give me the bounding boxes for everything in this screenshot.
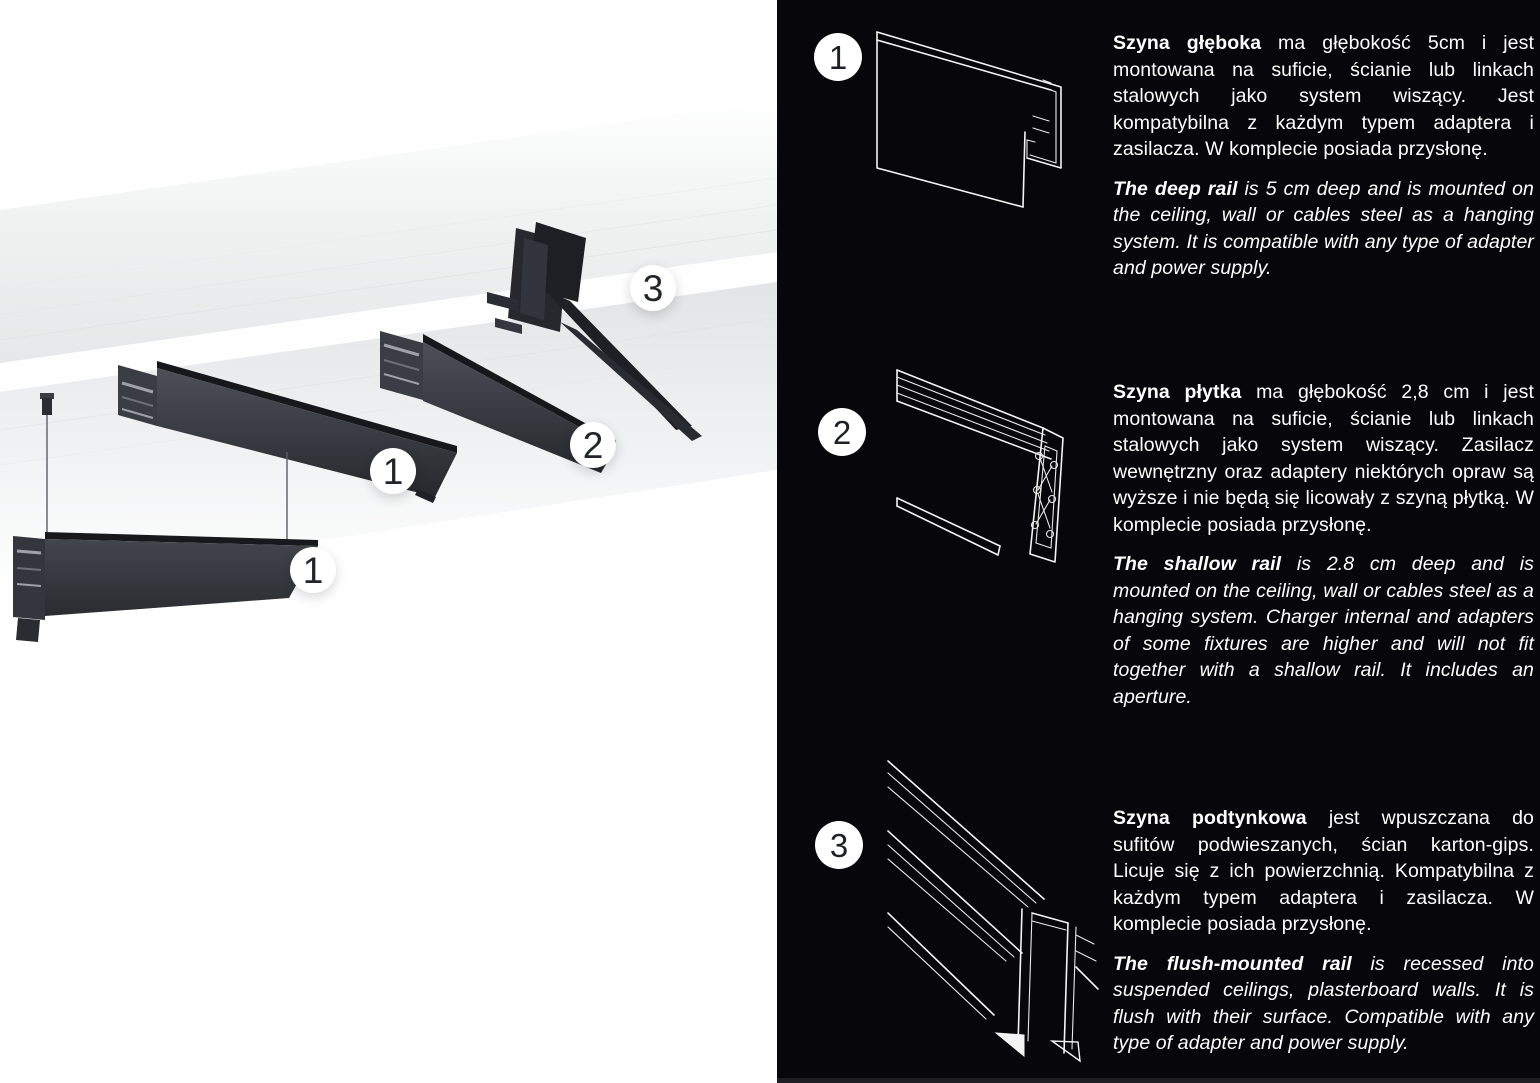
section-number: 1 (828, 38, 848, 76)
section-1-polish-lead: Szyna głęboka (1113, 32, 1262, 54)
section-2-english-lead: The shallow rail (1113, 553, 1282, 575)
callout-badge-rail-1-suspended (290, 547, 336, 593)
section-3-text (1113, 805, 1534, 1057)
rail-info-panel (777, 0, 1540, 1083)
section-2-polish-paragraph: Szyna płytka ma głębokość 2,8 cm i jest montowana na suficie, ścianie lub linkach stalowych jako system wiszący. Zasilacz wewnętrzny oraz adaptery niektórych opraw są wyższe i nie będą się licowały z szyną płytką. W komplecie posiada przysłonę. (1113, 381, 1534, 536)
section-1-polish-paragraph: Szyna głęboka ma głębokość 5cm i jest montowana na suficie, ścianie lub linkach stalowych jako system wiszący. Jest kompatybilna z każdym typem adaptera i zasilacza. W komplecie posiada przysłonę. (1113, 32, 1534, 160)
callout-badge-rail-2 (570, 422, 616, 468)
section-1-text (1113, 30, 1534, 282)
shallow-rail-line-drawing-icon (893, 362, 1078, 566)
callout-number: 1 (302, 549, 324, 591)
section-1-number-badge (814, 33, 862, 81)
panel-bottom-edge (777, 1078, 1540, 1083)
section-number: 2 (832, 413, 852, 451)
flush-rail-line-drawing-icon (872, 753, 1102, 1065)
deep-rail-line-drawing-icon (865, 20, 1065, 212)
callout-badge-rail-3 (630, 265, 676, 311)
section-2-english-paragraph: The shallow rail is 2.8 cm deep and is mounted on the ceiling, wall or cables steel as a hanging system. Charger internal and adapters of some fixtures are higher and will not fit together with a shallow rail. It includes an aperture. (1113, 553, 1535, 708)
callout-number: 3 (642, 267, 664, 309)
section-3-polish-lead: Szyna podtynkowa (1113, 807, 1307, 829)
callout-number: 2 (582, 424, 604, 466)
callout-badge-rail-1 (370, 448, 416, 494)
section-1-english-lead: The deep rail (1113, 177, 1238, 200)
section-3-english-lead: The flush-mounted rail (1113, 952, 1352, 975)
callout-number: 1 (382, 450, 404, 492)
section-1-english-paragraph: The deep rail is 5 cm deep and is mounted on the ceiling, wall or cables steel as a hanging system. It is compatible with any type of adapter and power supply. (1113, 177, 1534, 279)
cable-connector (42, 398, 52, 415)
section-number: 3 (829, 826, 849, 864)
section-2-number-badge (818, 408, 866, 456)
section-2-polish-lead: Szyna płytka (1113, 381, 1242, 403)
section-3-english-paragraph: The flush-mounted rail is recessed into suspended ceilings, plasterboard walls. It is flush with their surface. Compatible with any type of adapter and power supply. (1113, 952, 1534, 1054)
section-2-text (1113, 379, 1534, 710)
section-3-number-badge (815, 821, 863, 869)
section-3-polish-paragraph: Szyna podtynkowa jest wpuszczana do sufitów podwieszanych, ścian karton-gips. Licuje się z ich powierzchnią. Kompatybilna z każdym typem adaptera i zasilacza. W komplecie posiada przysłonę. (1113, 807, 1534, 935)
